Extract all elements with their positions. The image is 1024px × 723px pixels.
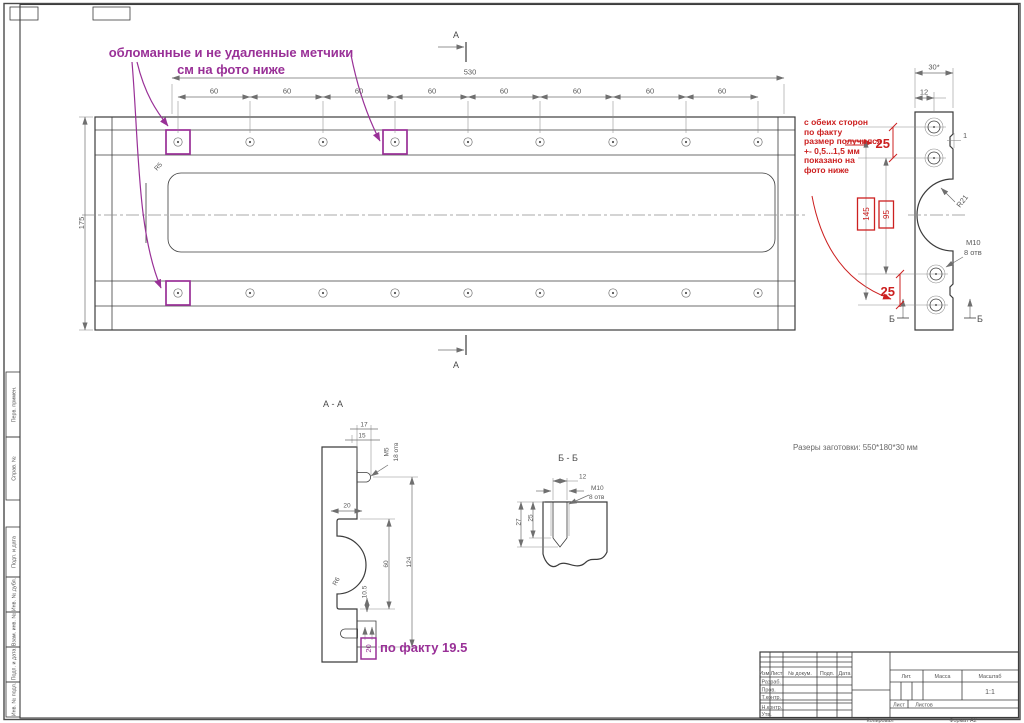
broken-taps-note (100, 45, 362, 79)
svg-text:Листов: Листов (915, 702, 933, 709)
svg-text:М10: М10 (591, 485, 604, 492)
red-dim-25-bottom: 25 (880, 284, 895, 299)
svg-text:60: 60 (572, 86, 582, 96)
frame-label: Справ. № (11, 456, 18, 481)
svg-text:18 отв: 18 отв (393, 442, 400, 462)
title-block (759, 652, 1018, 718)
svg-text:12: 12 (579, 473, 587, 481)
svg-text:Подп.: Подп. (819, 671, 835, 677)
svg-text:№ докум.: № докум. (788, 671, 812, 677)
aa-thread-note (371, 442, 400, 476)
section-b-marks (889, 299, 983, 324)
svg-text:60: 60 (717, 86, 727, 96)
svg-text:60: 60 (645, 86, 655, 96)
section-bb (516, 453, 608, 567)
actual-size-note: по факту 19.5 (380, 640, 468, 655)
svg-text:8 отв: 8 отв (589, 494, 605, 501)
svg-text:1: 1 (963, 131, 968, 140)
svg-text:30*: 30* (928, 62, 940, 72)
scale-value: 1:1 (985, 689, 995, 696)
dim-r21 (941, 188, 970, 209)
copied-label: Копировал (866, 718, 894, 723)
svg-text:27: 27 (515, 518, 523, 526)
svg-text:124: 124 (406, 556, 413, 568)
hole-row-bottom (174, 289, 762, 297)
aa-magenta-boxed-dim (361, 627, 376, 659)
svg-text:17: 17 (360, 421, 368, 429)
svg-text:R21: R21 (954, 192, 971, 210)
svg-text:М10: М10 (966, 238, 981, 247)
svg-text:Н.контр.: Н.контр. (761, 705, 783, 711)
svg-text:Утв.: Утв. (761, 712, 772, 718)
svg-text:60: 60 (499, 86, 509, 96)
bb-dim-12 (553, 474, 587, 501)
format-label: Формат А2 (949, 718, 977, 723)
corner-radius-label: R5 (153, 161, 165, 173)
svg-text:Лист: Лист (770, 671, 783, 677)
svg-text:175: 175 (77, 216, 86, 230)
broken-taps-note-line2: см на фото ниже (177, 61, 285, 77)
frame-label: Инв. № дубл. (11, 577, 18, 612)
hole-row-top (174, 138, 762, 146)
svg-text:8 отв: 8 отв (964, 248, 982, 257)
section-aa-title: А - А (322, 399, 344, 409)
section-bb-title: Б - Б (558, 453, 578, 463)
svg-text:60: 60 (427, 86, 437, 96)
frame-label: Инв. № подл. (11, 682, 18, 717)
bb-thread-note (569, 485, 605, 504)
frame-label: Взам. инв. № (11, 612, 18, 647)
red-boxed-95: 95 (882, 210, 892, 219)
svg-text:Масса: Масса (934, 674, 951, 680)
svg-text:15: 15 (358, 432, 366, 440)
svg-text:Лит.: Лит. (901, 674, 912, 680)
frame-label: Подп. и дата (11, 648, 18, 681)
svg-text:А: А (453, 30, 460, 40)
broken-taps-note-line1: обломанные и не удаленные метчики (108, 45, 354, 60)
svg-text:60: 60 (282, 86, 292, 96)
svg-text:М5: М5 (383, 447, 391, 457)
red-boxed-145: 145 (862, 207, 871, 221)
svg-text:12: 12 (919, 87, 929, 97)
side-thread-note (946, 238, 982, 267)
svg-text:20: 20 (343, 502, 351, 510)
svg-text:Б: Б (977, 314, 983, 324)
broken-tap-highlights (166, 130, 407, 305)
section-aa (322, 399, 418, 662)
blank-size-note: Разеры заготовки: 550*180*30 мм (793, 443, 918, 452)
svg-text:Б: Б (889, 314, 895, 324)
svg-text:Дата: Дата (838, 671, 851, 677)
frame-side-labels (6, 372, 20, 717)
frame-label: Перв. примен. (11, 386, 18, 423)
svg-text:Изм.: Изм. (759, 671, 771, 677)
aa-dim-124 (373, 477, 418, 647)
svg-text:А: А (453, 360, 460, 370)
aa-dim-17-15 (345, 422, 380, 476)
svg-text:530: 530 (463, 67, 477, 77)
side-view (812, 63, 983, 331)
svg-text:60: 60 (354, 86, 364, 96)
svg-text:10.5: 10.5 (361, 585, 369, 599)
frame-label: Подп. и дата (11, 536, 18, 568)
both-sides-note: с обеих сторон по факту размер получился +- 0,5...1,5 мм показано на фото ниже (804, 117, 882, 175)
dim-60-row (178, 87, 758, 134)
red-dim-25-top: 25 (875, 136, 890, 151)
svg-text:60: 60 (383, 560, 390, 568)
sheet-frame (4, 4, 1020, 720)
main-view (77, 30, 808, 370)
dim-175 (77, 117, 93, 330)
svg-text:20: 20 (364, 644, 373, 653)
magenta-leaders (132, 55, 380, 288)
svg-text:25: 25 (527, 514, 535, 522)
dim-12 (915, 88, 946, 113)
frame-top-box-2 (93, 7, 130, 20)
svg-text:Т.контр.: Т.контр. (761, 695, 782, 701)
aa-radius-label: R6 (331, 576, 342, 587)
frame-top-box-1 (10, 7, 38, 20)
aa-dim-105 (362, 585, 369, 612)
svg-text:Пров.: Пров. (761, 687, 776, 694)
svg-text:Разраб.: Разраб. (761, 679, 781, 686)
section-a-marks (438, 30, 466, 370)
svg-text:Масштаб: Масштаб (978, 674, 1002, 680)
svg-text:60: 60 (209, 86, 219, 96)
svg-text:Лист: Лист (893, 702, 905, 709)
